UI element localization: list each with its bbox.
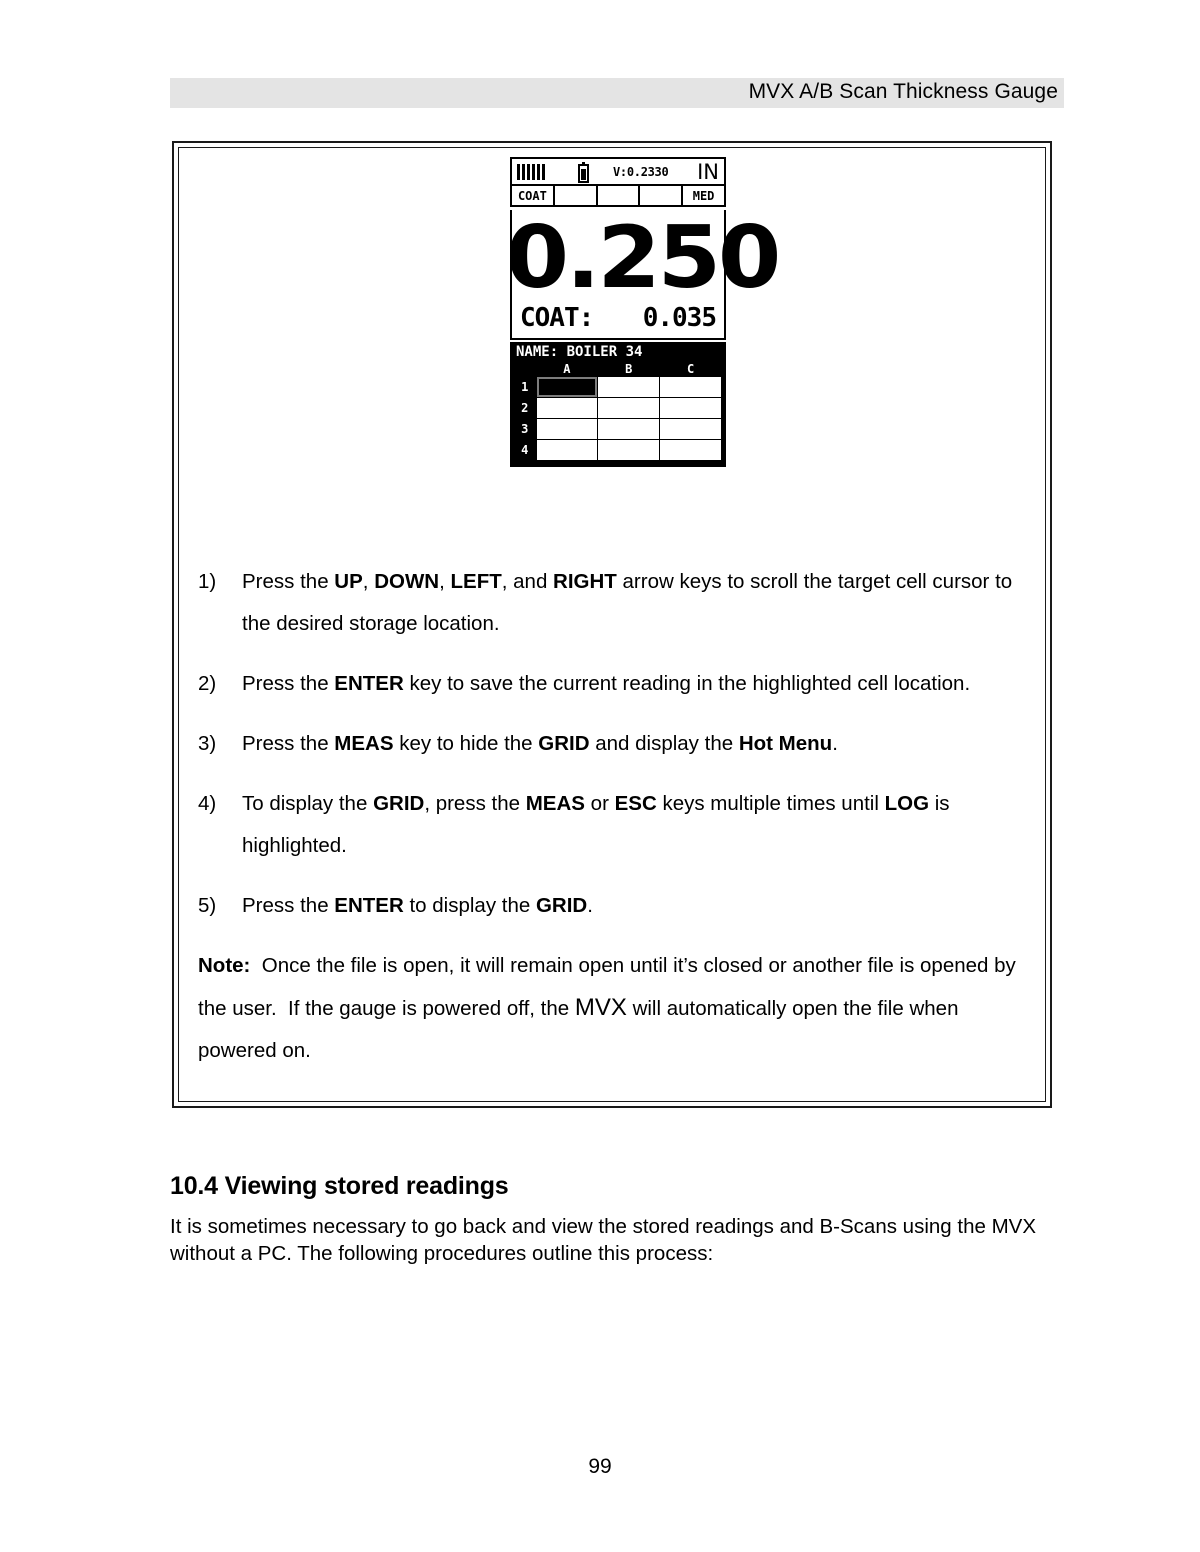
lcd-grid-cell-b4[interactable] — [598, 440, 660, 461]
procedure-step-number: 2) — [198, 672, 217, 695]
lcd-grid-cell-a1[interactable] — [536, 377, 598, 398]
instruction-frame — [172, 141, 1052, 1108]
lcd-grid-row-label-1: 1 — [514, 377, 536, 398]
lcd-grid-cell-c2[interactable] — [660, 398, 722, 419]
lcd-status-bar — [510, 157, 726, 186]
lcd-screen-figure — [505, 157, 779, 467]
lcd-grid-cell-b1[interactable] — [598, 377, 660, 398]
lcd-grid-cell-a2[interactable] — [536, 398, 598, 419]
procedure-step-text: Press the ENTER to display the GRID. — [242, 894, 593, 917]
page-header-band — [170, 78, 1064, 108]
lcd-menu-item-med[interactable]: MED — [692, 188, 715, 203]
lcd-grid-corner — [514, 361, 536, 377]
lcd-grid-column-b: B — [598, 361, 660, 377]
lcd-grid-row-label-4: 4 — [514, 440, 536, 461]
procedure-step — [198, 663, 1028, 705]
procedure-step-text: Press the UP, DOWN, LEFT, and RIGHT arrow keys to scroll the target cell cursor to the desired storage location. — [242, 570, 1013, 635]
lcd-grid-column-a: A — [536, 361, 598, 377]
lcd-grid-row-label-2: 2 — [514, 398, 536, 419]
lcd-grid-row — [514, 377, 722, 398]
procedure-note: Note: Once the file is open, it will remain open until it’s closed or another file is opened by the user. If the gauge is powered off, the MVX will automatically open the file when powered on. — [198, 954, 1016, 1062]
lcd-coating-value: 0.035 — [642, 303, 716, 333]
procedure-step-text: To display the GRID, press the MEAS or ESC keys multiple times until LOG is highlighted. — [242, 792, 950, 857]
procedure-step-number: 5) — [198, 894, 217, 917]
lcd-coating-row — [512, 304, 724, 332]
lcd-grid-panel — [510, 342, 726, 467]
lcd-grid-cell-c3[interactable] — [660, 419, 722, 440]
lcd-grid-column-c: C — [660, 361, 722, 377]
lcd-grid-header-row — [514, 361, 722, 377]
lcd-menu-item-coat[interactable]: COAT — [512, 186, 555, 205]
lcd-grid-cell-b3[interactable] — [598, 419, 660, 440]
page-header-title: MVX A/B Scan Thickness Gauge — [748, 80, 1058, 103]
page-number: 99 — [588, 1455, 612, 1478]
lcd-grid-table — [514, 361, 722, 461]
lcd-grid-cell-a4[interactable] — [536, 440, 598, 461]
lcd-units-label: IN — [697, 160, 719, 184]
signal-bars-icon — [517, 164, 545, 180]
procedure-step-number: 3) — [198, 732, 217, 755]
battery-icon — [578, 164, 589, 183]
lcd-grid-cell-b2[interactable] — [598, 398, 660, 419]
lcd-thickness-value: 0.250 — [505, 208, 779, 308]
lcd-menu-item-2[interactable] — [555, 186, 598, 205]
lcd-menu-item-4[interactable] — [640, 186, 683, 205]
procedure-step-number: 1) — [198, 570, 217, 593]
lcd-reading-panel — [505, 208, 779, 340]
procedure-step — [198, 561, 1028, 645]
procedure-list — [198, 561, 1028, 1072]
lcd-grid-row-label-3: 3 — [514, 419, 536, 440]
procedure-step — [198, 723, 1028, 765]
procedure-step-text: Press the ENTER key to save the current reading in the highlighted cell location. — [242, 672, 971, 695]
procedure-step-number: 4) — [198, 792, 217, 815]
lcd-grid-row — [514, 398, 722, 419]
lcd-grid-cell-c4[interactable] — [660, 440, 722, 461]
section-heading: 10.4 Viewing stored readings — [170, 1172, 509, 1200]
lcd-velocity-value: V:0.2330 — [613, 165, 669, 179]
procedure-step-text: Press the MEAS key to hide the GRID and display the Hot Menu. — [242, 732, 838, 755]
lcd-grid-cell-c1[interactable] — [660, 377, 722, 398]
lcd-grid-cell-a3[interactable] — [536, 419, 598, 440]
lcd-grid-row — [514, 419, 722, 440]
lcd-hot-menu-bar — [510, 186, 726, 207]
lcd-coating-label: COAT: — [520, 303, 594, 333]
procedure-step — [198, 885, 1028, 927]
lcd-grid-row — [514, 440, 722, 461]
procedure-step — [198, 783, 1028, 867]
section-body-text: It is sometimes necessary to go back and view the stored readings and B-Scans using the MVX without a PC. The following procedures outline this process: — [170, 1215, 1036, 1265]
lcd-menu-item-3[interactable] — [598, 186, 641, 205]
lcd-grid-file-name: NAME: BOILER 34 — [516, 344, 643, 360]
